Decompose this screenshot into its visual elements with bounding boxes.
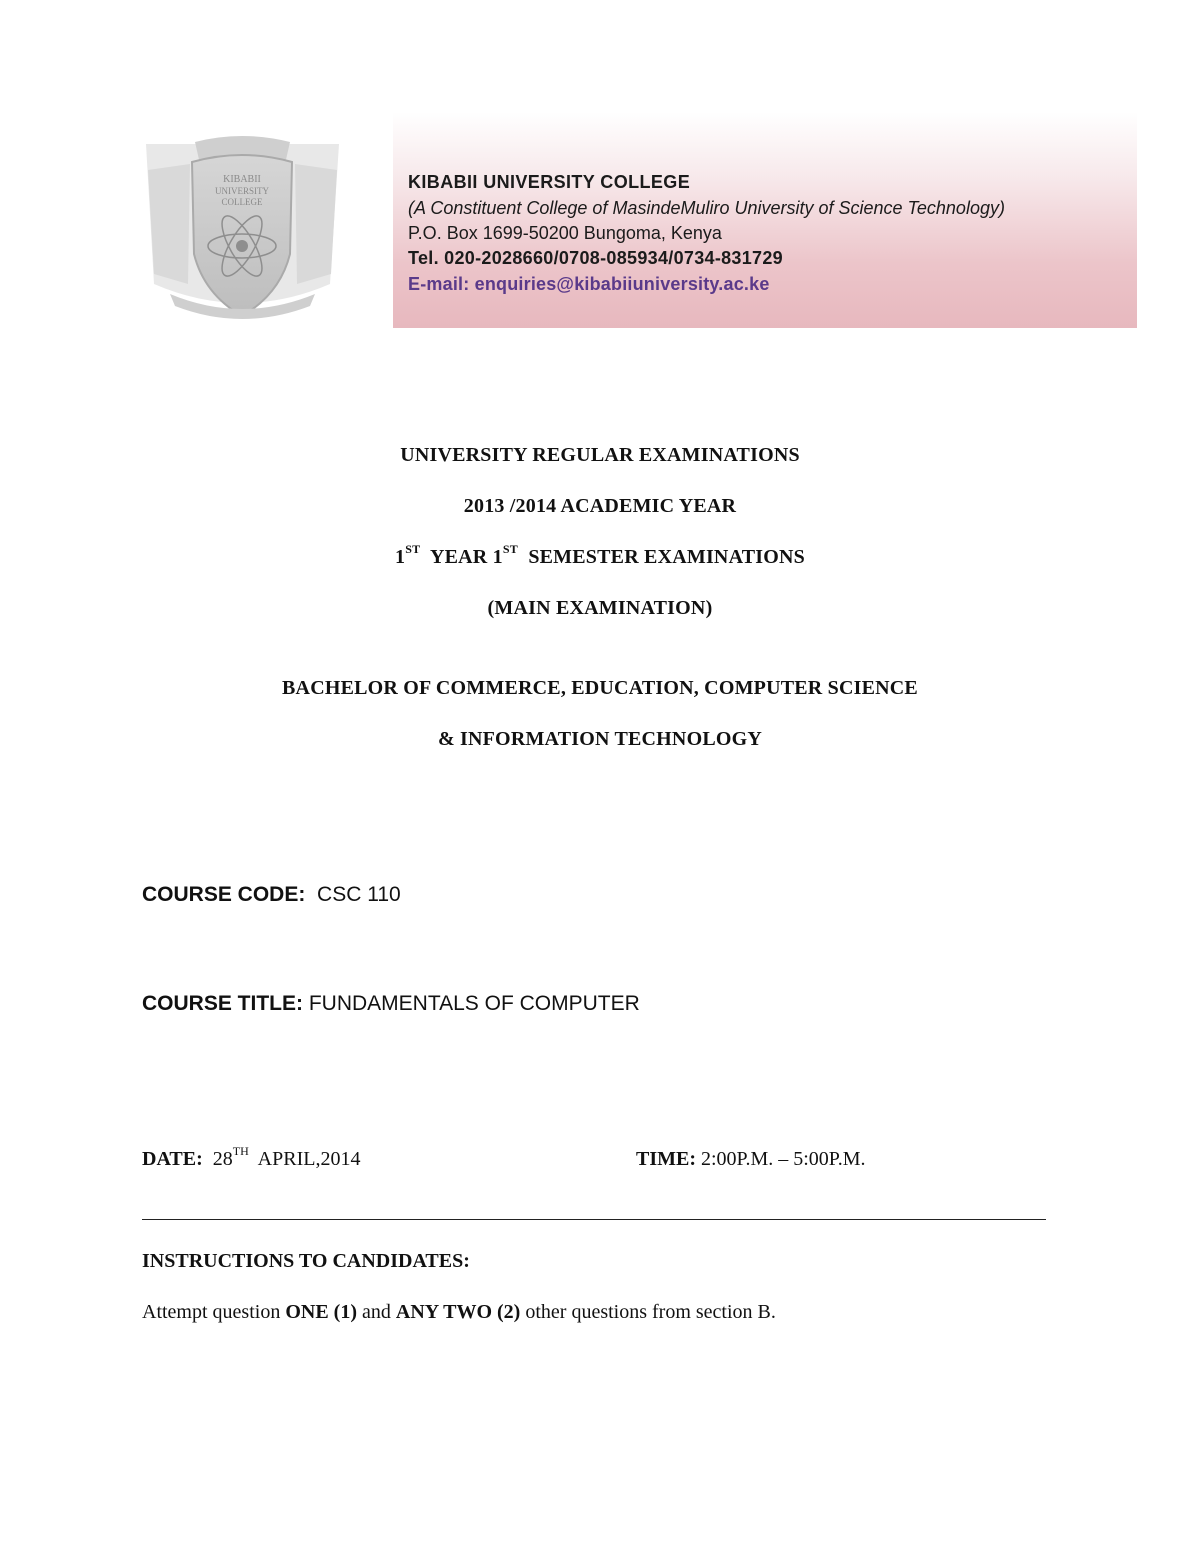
date-day: 28 xyxy=(212,1148,233,1170)
instructions-heading xyxy=(142,1250,470,1273)
instruction-part-3: other questions from section B. xyxy=(520,1301,776,1323)
time-label: TIME: xyxy=(636,1148,696,1170)
semester-line xyxy=(0,542,1200,569)
college-crest-logo xyxy=(140,134,345,324)
semester-ordinal: ST xyxy=(502,542,518,556)
exam-title: UNIVERSITY REGULAR EXAMINATIONS xyxy=(400,444,800,466)
course-code-value: CSC 110 xyxy=(317,883,401,906)
exam-time xyxy=(636,1148,866,1171)
svg-text:KIBABII: KIBABII xyxy=(223,174,261,185)
date-month-year: APRIL,2014 xyxy=(257,1148,361,1170)
email-address[interactable]: E-mail: enquiries@kibabiiuniversity.ac.ke xyxy=(408,274,770,294)
semester-text: SEMESTER EXAMINATIONS xyxy=(528,546,805,568)
instruction-bold-1: ONE (1) xyxy=(285,1301,357,1323)
divider-line xyxy=(142,1219,1046,1220)
letterhead-box xyxy=(393,112,1137,328)
telephone-numbers: Tel. 020-2028660/0708-085934/0734-831729 xyxy=(408,248,783,268)
course-title-label: COURSE TITLE: xyxy=(142,992,303,1015)
date-ordinal: TH xyxy=(232,1144,249,1158)
instruction-part-2: and xyxy=(357,1301,396,1323)
course-title xyxy=(142,992,640,1016)
programmes-line-1: BACHELOR OF COMMERCE, EDUCATION, COMPUTER SCIENCE xyxy=(282,677,918,699)
instruction-part-1: Attempt question xyxy=(142,1301,286,1323)
instruction-bold-2: ANY TWO (2) xyxy=(395,1301,521,1323)
year-number: 1 xyxy=(395,546,406,568)
course-code-label: COURSE CODE: xyxy=(142,883,306,906)
instructions-heading-text: INSTRUCTIONS TO CANDIDATES: xyxy=(142,1250,470,1272)
svg-text:COLLEGE: COLLEGE xyxy=(221,197,263,207)
postal-address: P.O. Box 1699-50200 Bungoma, Kenya xyxy=(408,223,722,243)
time-value: 2:00P.M. – 5:00P.M. xyxy=(701,1148,866,1170)
institution-subtitle: (A Constituent College of MasindeMuliro University of Science Technology) xyxy=(408,198,1005,218)
svg-text:UNIVERSITY: UNIVERSITY xyxy=(215,186,269,196)
exam-type: (MAIN EXAMINATION) xyxy=(487,597,713,619)
course-code xyxy=(142,883,401,907)
instructions-text xyxy=(142,1301,776,1324)
programmes-line-2: & INFORMATION TECHNOLOGY xyxy=(437,728,763,750)
exam-date xyxy=(142,1144,361,1171)
date-label: DATE: xyxy=(142,1148,203,1170)
institution-name: KIBABII UNIVERSITY COLLEGE xyxy=(408,172,691,192)
academic-year: 2013 /2014 ACADEMIC YEAR xyxy=(463,495,737,517)
year-ordinal: ST xyxy=(405,542,421,556)
year-semester-number: YEAR 1 xyxy=(429,546,503,568)
course-title-value: FUNDAMENTALS OF COMPUTER xyxy=(308,992,640,1015)
